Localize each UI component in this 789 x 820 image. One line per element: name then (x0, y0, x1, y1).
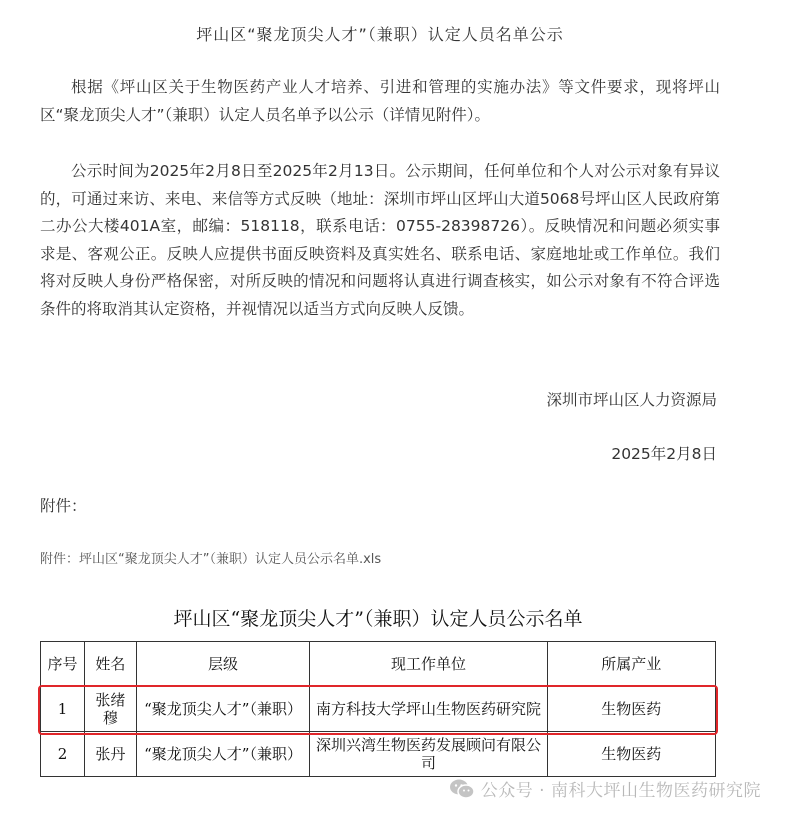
wechat-icon (449, 778, 475, 800)
header-unit: 现工作单位 (310, 642, 547, 687)
header-name: 姓名 (85, 642, 137, 687)
table-row (41, 687, 716, 732)
cell-no: 2 (41, 732, 85, 777)
paragraph-notice-details: 公示时间为2025年2月8日至2025年2月13日。公示期间，任何单位和个人对公示对象有异议的，可通过来访、来电、来信等方式反映（地址：深圳市坪山区坪山大道5068号坪山区人民政府第二办公大楼401A室，邮编：518118，联系电话：0755-28398726）。反映情况和问题必须实事求是、客观公正。反映人应提供书面反映资料及真实姓名、联系电话、家庭地址或工作单位。我们将对反映人身份严格保密，对所反映的情况和问题将认真进行调查核实，如公示对象有不符合评选条件的将取消其认定资格，并视情况以适当方式向反映人反馈。 (40, 162, 720, 318)
issuer-signature: 深圳市坪山区人力资源局 (546, 391, 717, 409)
table-title: 坪山区“聚龙顶尖人才”（兼职）认定人员公示名单 (173, 608, 583, 630)
header-no: 序号 (41, 642, 85, 687)
cell-unit: 深圳兴湾生物医药发展顾问有限公司 (310, 732, 547, 777)
intro-paragraph (40, 74, 720, 129)
attachment-file-link[interactable]: 附件：坪山区“聚龙顶尖人才”（兼职）认定人员公示名单.xls (40, 552, 382, 567)
issue-date: 2025年2月8日 (611, 445, 717, 463)
roster-table (40, 641, 716, 777)
cell-level: “聚龙顶尖人才”（兼职） (136, 732, 310, 777)
page-title: 坪山区“聚龙顶尖人才”（兼职）认定人员名单公示 (196, 25, 564, 44)
header-industry: 所属产业 (547, 642, 715, 687)
table-row (41, 732, 716, 777)
table-header-row (41, 642, 716, 687)
attachment-label: 附件： (40, 497, 87, 515)
cell-name: 张丹 (85, 732, 137, 777)
header-level: 层级 (136, 642, 310, 687)
cell-industry: 生物医药 (547, 687, 715, 732)
notice-paragraph (40, 158, 720, 323)
watermark (449, 776, 761, 801)
cell-industry: 生物医药 (547, 732, 715, 777)
paragraph-basis: 根据《坪山区关于生物医药产业人才培养、引进和管理的实施办法》等文件要求，现将坪山区“聚龙顶尖人才”（兼职）认定人员名单予以公示（详情见附件）。 (40, 78, 720, 124)
cell-name: 张绪穆 (85, 687, 137, 732)
cell-level: “聚龙顶尖人才”（兼职） (136, 687, 310, 732)
cell-unit: 南方科技大学坪山生物医药研究院 (310, 687, 547, 732)
cell-no: 1 (41, 687, 85, 732)
watermark-text: 公众号 · 南科大坪山生物医药研究院 (480, 781, 761, 801)
